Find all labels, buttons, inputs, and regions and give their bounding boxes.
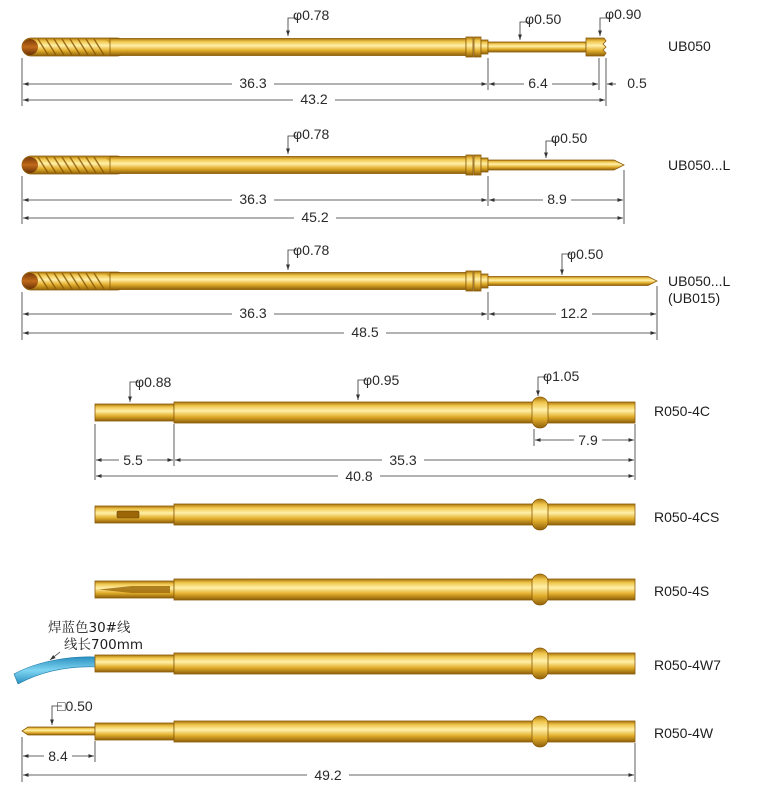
probe-r050-4cs xyxy=(95,499,719,530)
r050-4c-dim-total-length: 40.8 xyxy=(345,468,373,484)
probe-r050-4s xyxy=(95,574,709,605)
probe-ub015 xyxy=(22,242,730,340)
probe-ub050-l-body xyxy=(22,155,624,175)
ub015-callout-body-dia: φ0.78 xyxy=(293,242,330,258)
r050-4w-label: R050-4W xyxy=(654,725,714,741)
ub050-callout-plunger-dia: φ0.50 xyxy=(525,11,562,27)
ub015-callout-plunger-dia: φ0.50 xyxy=(567,246,604,262)
probe-r050-4s-body xyxy=(95,574,635,605)
ub050-callout-tip-dia: φ0.90 xyxy=(605,6,642,22)
r050-4c-dim-tip-length: 5.5 xyxy=(123,452,143,468)
probe-r050-4w xyxy=(22,698,714,783)
ub050-dim-body-length: 36.3 xyxy=(239,75,267,91)
r050-4w7-label: R050-4W7 xyxy=(654,657,721,673)
ub015-label: UB050...L xyxy=(668,273,731,289)
ub015-dim-body-length: 36.3 xyxy=(239,305,267,321)
ub050-dim-total-length: 43.2 xyxy=(300,91,328,107)
ub050-label: UB050 xyxy=(668,38,711,54)
r050-4c-callout-body-dia: φ0.95 xyxy=(363,372,400,388)
ub050-l-dim-body-length: 36.3 xyxy=(239,191,267,207)
probe-r050-4w-body xyxy=(22,716,635,747)
probe-r050-4w7 xyxy=(14,619,721,684)
ub050-l-label: UB050...L xyxy=(668,157,731,173)
ub015-dim-plunger-length: 12.2 xyxy=(560,305,588,321)
ub015-label-alt: (UB015) xyxy=(668,290,721,306)
r050-4c-dim-body-length: 35.3 xyxy=(389,452,417,468)
probe-r050-4w7-body xyxy=(95,648,635,679)
probe-ub050 xyxy=(22,6,711,107)
r050-4w-dim-tip-length: 8.4 xyxy=(48,748,68,764)
ub050-l-dim-total-length: 45.2 xyxy=(301,209,329,225)
probe-r050-4c-body xyxy=(95,397,635,428)
ub050-l-callout-body-dia: φ0.78 xyxy=(293,126,330,142)
r050-4c-label: R050-4C xyxy=(654,403,711,419)
r050-4cs-label: R050-4CS xyxy=(654,509,720,525)
probe-r050-4c xyxy=(95,368,710,484)
probe-ub050-body xyxy=(22,37,606,57)
probe-r050-4cs-body xyxy=(95,499,635,530)
r050-4w7-wire-note-color: 焊蓝色30#线 xyxy=(48,620,131,636)
probe-r050-4w7-wire xyxy=(14,657,97,684)
r050-4s-label: R050-4S xyxy=(654,583,710,599)
r050-4w-dim-total-length: 49.2 xyxy=(314,767,342,783)
ub015-dim-total-length: 48.5 xyxy=(351,324,379,340)
ub050-callout-body-dia: φ0.78 xyxy=(293,7,330,23)
r050-4c-dim-ring-offset: 7.9 xyxy=(578,432,598,448)
r050-4c-callout-ring-dia: φ1.05 xyxy=(543,368,580,384)
ub050-l-callout-plunger-dia: φ0.50 xyxy=(551,130,588,146)
ub050-l-dim-plunger-length: 8.9 xyxy=(547,191,567,207)
probe-ub050-l xyxy=(22,126,730,225)
ub050-dim-tip-length: 0.5 xyxy=(627,75,647,91)
r050-4w-callout-tip-square: □0.50 xyxy=(57,698,93,714)
r050-4c-callout-tip-dia: φ0.88 xyxy=(135,374,172,390)
r050-4w7-wire-note-length: 线长700mm xyxy=(64,637,144,653)
ub050-dim-plunger-length: 6.4 xyxy=(528,75,548,91)
